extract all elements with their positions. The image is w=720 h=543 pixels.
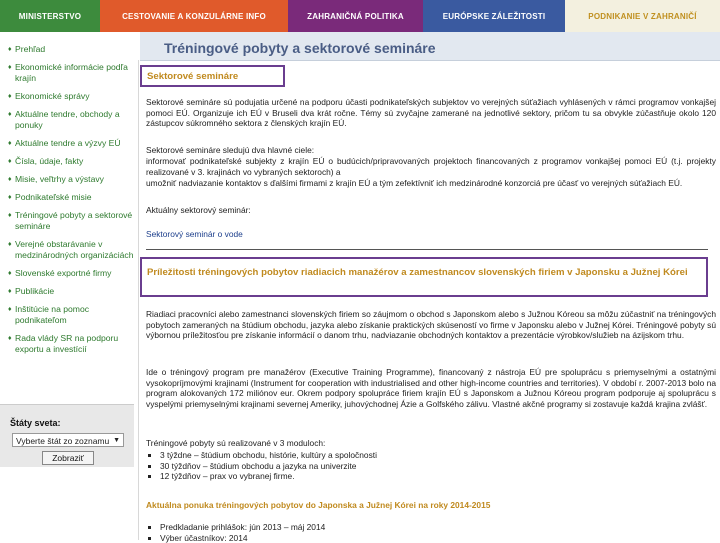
list-item: ▪ 12 týždňov – prax vo vybranej firme. <box>160 471 377 482</box>
bullet-icon: ♦ <box>8 93 12 100</box>
sidebar-item-label: Ekonomické informácie podľa krajín <box>15 62 128 83</box>
sidebar-item-label: Ekonomické správy <box>15 91 90 101</box>
offer-title: Aktuálna ponuka tréningových pobytov do Japonska a Južnej Kórei na roky 2014-2015 <box>146 500 491 510</box>
bullet-icon: ♦ <box>8 270 12 277</box>
tab-podnikanie[interactable]: PODNIKANIE V ZAHRANIČÍ <box>565 0 720 32</box>
bullet-icon: ♦ <box>8 64 12 71</box>
sidebar-item-podnikatelske-misie[interactable] <box>0 192 136 203</box>
sidebar-item-ekonomicke-informacie[interactable] <box>0 62 136 84</box>
show-button[interactable]: Zobraziť <box>42 451 94 465</box>
sidebar-item-label: Publikácie <box>15 286 55 296</box>
bullet-icon: ♦ <box>8 46 12 53</box>
page-title: Tréningové pobyty a sektorové semináre <box>164 40 436 56</box>
bullet-icon: ♦ <box>8 288 12 295</box>
paragraph-programme: Ide o tréningový program pre manažérov (Executive Training Programme), financovaný z nástroja EÚ pre spoluprácu s priemyselnými a ostatnými vysokopríjmovými krajinami (Instrument for cooperation with industrialised and other high-income countries and territories). V období r. 2007-2013 bolo na program alokovaných 172 miliónov eur. Okrem podpory spolupráce firiem krajín EÚ s Japonskom a Južnou Kóreou program podporuje aj spoluprácu s vyspelými priemyselnými krajinami severnej Ameriky, juhovýchodnej Ázie a Golfského zálivu. Vlastné akčné programy si zostavuje každá krajina zvlášť. <box>146 367 716 409</box>
sidebar-item-aktualne-tendre[interactable] <box>0 109 136 131</box>
bullet-icon: ♦ <box>8 335 12 342</box>
modules-list <box>146 450 377 482</box>
states-select[interactable] <box>12 433 124 447</box>
bullet-icon: ♦ <box>8 194 12 201</box>
list-item: ▪ 30 týždňov – štúdium obchodu a jazyka na univerzite <box>160 461 377 472</box>
sidebar-item-verejne-obstaravanie[interactable] <box>0 239 136 261</box>
tab-europske-zalezitosti[interactable]: EURÓPSKE ZÁLEŽITOSTI <box>423 0 565 32</box>
paragraph-modules-heading: Tréningové pobyty sú realizované v 3 moduloch: <box>146 438 326 448</box>
sidebar-item-exportne-firmy[interactable] <box>0 268 136 279</box>
paragraph-seminars-intro: Sektorové semináre sú podujatia určené na podporu účasti podnikateľských subjektov vo verejných súťažiach vyhlásených v rámci programov vonkajšej pomoci EÚ. Organizuje ich EÚ v Bruseli dva krát ročne. Témy sú zvyčajne zamerané na jednotlivé sektory, pričom tu sa obvykle zúčastňuje okolo 120 zástupcov súkromného sektora z členských krajín EÚ. <box>146 97 716 129</box>
tab-cestovanie[interactable]: CESTOVANIE A KONZULÁRNE INFO <box>100 0 288 32</box>
sidebar-item-label: Slovenské exportné firmy <box>15 268 112 278</box>
section-title-training-stays: Príležitosti tréningových pobytov riadiacich manažérov a zamestnancov slovenských firiem v Japonsku a Južnej Kórei <box>147 267 688 278</box>
sidebar-item-label: Inštitúcie na pomoc podnikateľom <box>15 304 90 325</box>
states-selector-panel <box>0 404 134 467</box>
sidebar-item-cisla-udaje[interactable] <box>0 156 136 167</box>
bullet-icon: ♦ <box>8 111 12 118</box>
list-item: ▪ Predkladanie prihlášok: jún 2013 – máj 2014 <box>160 522 325 533</box>
list-item: ▪ 3 týždne – štúdium obchodu, histórie, kultúry a spoločnosti <box>160 450 377 461</box>
sidebar-item-label: Verejné obstarávanie v medzinárodných organizáciách <box>15 239 134 260</box>
paragraph-goals-heading: Sektorové semináre sledujú dva hlavné ciele: <box>146 145 315 155</box>
sidebar-item-rada-vlady[interactable] <box>0 333 136 355</box>
sidebar-item-institucie[interactable] <box>0 304 136 326</box>
bullet-icon: ♦ <box>8 241 12 248</box>
top-navigation <box>0 0 720 32</box>
section-title-sector-seminars: Sektorové semináre <box>147 71 239 82</box>
bullet-icon: ♦ <box>8 140 12 147</box>
bullet-icon: ♦ <box>8 306 12 313</box>
sidebar-item-label: Prehľad <box>15 44 46 54</box>
sidebar-item-label: Aktuálne tendre, obchody a ponuky <box>15 109 120 130</box>
sidebar-item-label: Rada vlády SR na podporu exportu a investícií <box>15 333 119 354</box>
sidebar-item-label: Misie, veľtrhy a výstavy <box>15 174 104 184</box>
link-water-seminar[interactable]: Sektorový seminár o vode <box>146 229 243 239</box>
states-label: Štáty sveta: <box>10 418 61 428</box>
states-select-value: Vyberte štát zo zoznamu <box>16 436 110 446</box>
sidebar-item-label: Tréningové pobyty a sektorové semináre <box>15 210 133 231</box>
sidebar-item-label: Podnikateľské misie <box>15 192 92 202</box>
list-item: ▪ Výber účastníkov: 2014 <box>160 533 325 543</box>
sidebar-item-misie-veltrhy[interactable] <box>0 174 136 185</box>
sidebar-item-publikacie[interactable] <box>0 286 136 297</box>
bullet-icon: ♦ <box>8 212 12 219</box>
bullet-icon: ♦ <box>8 176 12 183</box>
paragraph-goal-2: umožniť nadviazanie kontaktov s ďalšími firmami z krajín EÚ a tým zefektívniť ich medzinárodné konzorciá pre účasť vo verejných súťažiach EÚ. <box>146 178 683 188</box>
bullet-icon: ♦ <box>8 158 12 165</box>
sidebar-item-ekonomicke-spravy[interactable] <box>0 91 136 102</box>
column-divider <box>138 60 139 540</box>
chevron-down-icon: ▼ <box>113 437 120 444</box>
section-divider <box>146 249 708 250</box>
tab-zahranicna-politika[interactable]: ZAHRANIČNÁ POLITIKA <box>288 0 423 32</box>
tab-ministerstvo[interactable]: MINISTERSTVO <box>0 0 100 32</box>
paragraph-goal-1: informovať podnikateľské subjekty z krajín EÚ o budúcich/pripravovaných projektoch financovaných z programov vonkajšej pomoci EÚ (t.j. projekty realizované v 3. krajinách vo vybraných sektoroch) a <box>146 156 716 177</box>
sidebar <box>0 44 136 362</box>
sidebar-item-label: Aktuálne tendre a výzvy EÚ <box>15 138 121 148</box>
sidebar-item-prehlad[interactable] <box>0 44 136 55</box>
sidebar-item-tendre-eu[interactable] <box>0 138 136 149</box>
sidebar-item-label: Čísla, údaje, fakty <box>15 156 84 166</box>
sidebar-item-treningove-pobyty[interactable] <box>0 210 136 232</box>
paragraph-current-seminar: Aktuálny sektorový seminár: <box>146 205 251 215</box>
paragraph-training-intro: Riadiaci pracovníci alebo zamestnanci slovenských firiem so záujmom o obchod s Japonskom alebo s Južnou Kóreou sa môžu zúčastniť na tréningových pobytoch zameraných na štúdium obchodu, jazyka alebo získanie praktických skúseností vo firme v Japonsku alebo v Južnej Kórei. Tréningové pobyty sú výbornou príležitosťou pre získanie informácií o danom trhu, nadviazanie obchodných kontaktov a prezentácie výrobkov/služieb na ázijskom trhu. <box>146 309 716 341</box>
